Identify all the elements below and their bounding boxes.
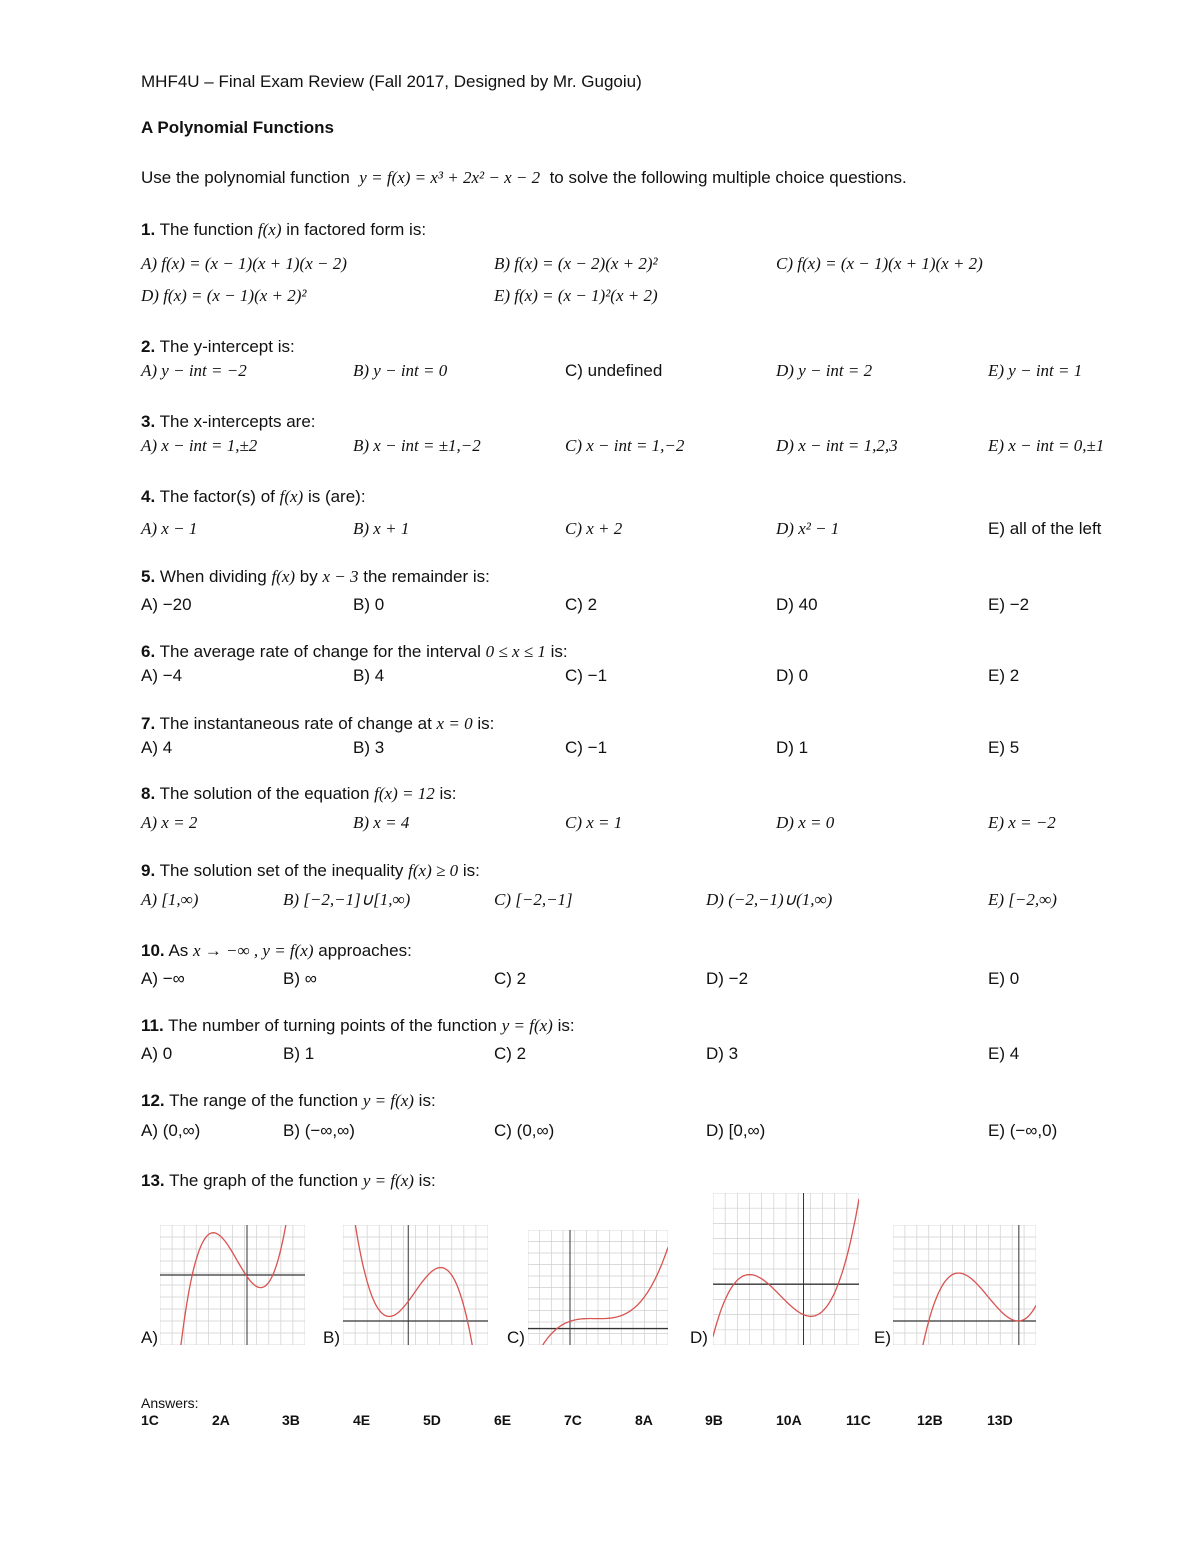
q3-option-d[interactable]: D) x − int = 1,2,3	[776, 436, 898, 455]
question-number: 3.	[141, 412, 156, 431]
answer-item: 4E	[353, 1412, 371, 1428]
question-number: 8.	[141, 784, 156, 803]
question-9-prompt	[141, 861, 480, 881]
q11-option-c[interactable]: C) 2	[494, 1044, 527, 1063]
question-6-prompt	[141, 642, 568, 662]
prompt-math: f(x) ≥ 0	[408, 861, 459, 880]
q2-option-c[interactable]: C) undefined	[565, 361, 663, 380]
q2-option-a[interactable]: A) y − int = −2	[141, 361, 247, 380]
graph-option-e[interactable]	[893, 1225, 1036, 1345]
q13-option-b-label[interactable]: B)	[323, 1328, 340, 1347]
q13-option-c-label[interactable]: C)	[507, 1328, 525, 1347]
q1-option-d[interactable]: D) f(x) = (x − 1)(x + 2)²	[141, 286, 307, 305]
page-title: MHF4U – Final Exam Review (Fall 2017, Designed by Mr. Gugoiu)	[141, 72, 642, 91]
prompt-math: x = 0	[436, 714, 473, 733]
q11-option-b[interactable]: B) 1	[283, 1044, 315, 1063]
answer-item: 1C	[141, 1412, 159, 1428]
prompt-text: The solution set of the inequality	[159, 861, 404, 880]
q3-option-b[interactable]: B) x − int = ±1,−2	[353, 436, 481, 455]
prompt-text: The factor(s) of	[159, 487, 275, 506]
q10-option-d[interactable]: D) −2	[706, 969, 749, 988]
prompt-text: The solution of the equation	[159, 784, 370, 803]
prompt-text: is (are):	[307, 487, 366, 506]
prompt-text: approaches:	[318, 941, 412, 960]
intro-expression: y = f(x) = x³ + 2x² − x − 2	[359, 168, 541, 187]
q9-option-e[interactable]: E) [−2,∞)	[988, 890, 1057, 909]
q11-option-a[interactable]: A) 0	[141, 1044, 173, 1063]
q4-option-a[interactable]: A) x − 1	[141, 519, 198, 538]
q4-option-d[interactable]: D) x² − 1	[776, 519, 840, 538]
prompt-text: is:	[550, 642, 568, 661]
answer-item: 9B	[705, 1412, 723, 1428]
q10-option-e[interactable]: E) 0	[988, 969, 1020, 988]
q5-option-d[interactable]: D) 40	[776, 595, 818, 614]
prompt-text: The range of the function	[169, 1091, 359, 1110]
q8-option-c[interactable]: C) x = 1	[565, 813, 623, 832]
q11-option-d[interactable]: D) 3	[706, 1044, 739, 1063]
q12-option-b[interactable]: B) (−∞,∞)	[283, 1121, 355, 1140]
prompt-text: As	[168, 941, 189, 960]
question-13-prompt	[141, 1171, 436, 1191]
q6-option-c[interactable]: C) −1	[565, 666, 608, 685]
answer-item: 5D	[423, 1412, 441, 1428]
q7-option-e[interactable]: E) 5	[988, 738, 1020, 757]
q12-option-a[interactable]: A) (0,∞)	[141, 1121, 201, 1140]
answer-item: 3B	[282, 1412, 300, 1428]
q10-option-a[interactable]: A) −∞	[141, 969, 185, 988]
prompt-math: x → −∞ , y = f(x)	[193, 941, 314, 960]
intro-before: Use the polynomial function	[141, 168, 350, 187]
prompt-text: The average rate of change for the interval	[159, 642, 481, 661]
question-number: 6.	[141, 642, 156, 661]
q5-option-e[interactable]: E) −2	[988, 595, 1030, 614]
prompt-math: y = f(x)	[501, 1016, 553, 1035]
question-number: 5.	[141, 567, 156, 586]
answer-item: 13D	[987, 1412, 1013, 1428]
intro-after: to solve the following multiple choice questions.	[549, 168, 907, 187]
question-number: 2.	[141, 337, 156, 356]
q4-option-e[interactable]: E) all of the left	[988, 519, 1102, 538]
q3-option-c[interactable]: C) x − int = 1,−2	[565, 436, 685, 455]
q6-option-d[interactable]: D) 0	[776, 666, 809, 685]
question-11-prompt	[141, 1016, 575, 1036]
prompt-math: y = f(x)	[362, 1091, 414, 1110]
prompt-math: f(x)	[271, 567, 296, 586]
question-number: 11.	[141, 1016, 164, 1035]
q1-option-a[interactable]: A) f(x) = (x − 1)(x + 1)(x − 2)	[141, 254, 347, 273]
question-5-prompt	[141, 567, 490, 587]
question-1-prompt	[141, 220, 426, 240]
prompt-text: the remainder is:	[363, 567, 490, 586]
graph-option-a[interactable]	[160, 1225, 305, 1345]
q4-option-b[interactable]: B) x + 1	[353, 519, 410, 538]
q13-option-e-label[interactable]: E)	[874, 1328, 891, 1347]
question-number: 9.	[141, 861, 156, 880]
q7-option-a[interactable]: A) 4	[141, 738, 173, 757]
q1-option-c[interactable]: C) f(x) = (x − 1)(x + 1)(x + 2)	[776, 254, 983, 273]
q10-option-b[interactable]: B) ∞	[283, 969, 317, 988]
q9-option-a[interactable]: A) [1,∞)	[141, 890, 199, 909]
answer-item: 11C	[846, 1412, 871, 1428]
graph-option-b[interactable]	[343, 1225, 488, 1345]
question-number: 12.	[141, 1091, 165, 1110]
q12-option-c[interactable]: C) (0,∞)	[494, 1121, 555, 1140]
q7-option-d[interactable]: D) 1	[776, 738, 809, 757]
prompt-text: The instantaneous rate of change at	[159, 714, 432, 733]
prompt-text: is:	[462, 861, 480, 880]
q8-option-d[interactable]: D) x = 0	[776, 813, 835, 832]
prompt-math: x − 3	[322, 567, 359, 586]
q13-option-d-label[interactable]: D)	[690, 1328, 708, 1347]
answer-item: 6E	[494, 1412, 512, 1428]
intro-text	[141, 168, 907, 188]
q8-option-b[interactable]: B) x = 4	[353, 813, 410, 832]
q6-option-a[interactable]: A) −4	[141, 666, 183, 685]
question-7-prompt	[141, 714, 494, 734]
q7-option-c[interactable]: C) −1	[565, 738, 608, 757]
graph-option-c[interactable]	[528, 1230, 668, 1345]
prompt-text: is:	[557, 1016, 575, 1035]
prompt-math: f(x)	[279, 487, 304, 506]
q2-option-b[interactable]: B) y − int = 0	[353, 361, 448, 380]
q4-option-c[interactable]: C) x + 2	[565, 519, 623, 538]
prompt-text: is:	[477, 714, 495, 733]
answer-item: 2A	[212, 1412, 230, 1428]
prompt-text: is:	[418, 1091, 436, 1110]
prompt-text: When dividing	[159, 567, 267, 586]
question-number: 1.	[141, 220, 156, 239]
answer-item: 7C	[564, 1412, 582, 1428]
answers-label: Answers:	[141, 1395, 199, 1411]
q8-option-a[interactable]: A) x = 2	[141, 813, 198, 832]
prompt-text: by	[299, 567, 318, 586]
section-heading: A Polynomial Functions	[141, 118, 334, 137]
q10-option-c[interactable]: C) 2	[494, 969, 527, 988]
question-3-prompt	[141, 412, 316, 432]
q5-option-b[interactable]: B) 0	[353, 595, 385, 614]
question-10-prompt	[141, 941, 412, 961]
prompt-text: The number of turning points of the function	[168, 1016, 497, 1035]
prompt-text: The x-intercepts are:	[159, 412, 316, 431]
q3-option-a[interactable]: A) x − int = 1,±2	[141, 436, 258, 455]
answer-item: 12B	[917, 1412, 943, 1428]
q9-option-d[interactable]: D) (−2,−1)∪(1,∞)	[706, 890, 833, 909]
q5-option-c[interactable]: C) 2	[565, 595, 598, 614]
question-number: 7.	[141, 714, 156, 733]
prompt-text: The y-intercept is:	[159, 337, 295, 356]
prompt-math: 0 ≤ x ≤ 1	[485, 642, 546, 661]
q1-option-b[interactable]: B) f(x) = (x − 2)(x + 2)²	[494, 254, 658, 273]
q5-option-a[interactable]: A) −20	[141, 595, 192, 614]
q9-option-b[interactable]: B) [−2,−1]∪[1,∞)	[283, 890, 411, 909]
prompt-math: f(x) = 12	[374, 784, 435, 803]
q12-option-e[interactable]: E) (−∞,0)	[988, 1121, 1058, 1140]
prompt-text: in factored form is:	[286, 220, 427, 239]
question-8-prompt	[141, 784, 456, 804]
question-12-prompt	[141, 1091, 436, 1111]
q11-option-e[interactable]: E) 4	[988, 1044, 1020, 1063]
q6-option-b[interactable]: B) 4	[353, 666, 385, 685]
q8-option-e[interactable]: E) x = −2	[988, 813, 1056, 832]
q13-option-a-label[interactable]: A)	[141, 1328, 158, 1347]
question-number: 10.	[141, 941, 165, 960]
answer-item: 8A	[635, 1412, 653, 1428]
q2-option-e[interactable]: E) y − int = 1	[988, 361, 1083, 380]
q7-option-b[interactable]: B) 3	[353, 738, 385, 757]
q3-option-e[interactable]: E) x − int = 0,±1	[988, 436, 1105, 455]
prompt-text: is:	[439, 784, 457, 803]
q6-option-e[interactable]: E) 2	[988, 666, 1020, 685]
question-2-prompt	[141, 337, 295, 357]
prompt-math: y = f(x)	[362, 1171, 414, 1190]
question-4-prompt	[141, 487, 366, 507]
answer-item: 10A	[776, 1412, 802, 1428]
question-number: 4.	[141, 487, 156, 506]
q12-option-d[interactable]: D) [0,∞)	[706, 1121, 766, 1140]
question-number: 13.	[141, 1171, 165, 1190]
q2-option-d[interactable]: D) y − int = 2	[776, 361, 873, 380]
prompt-text: The graph of the function	[169, 1171, 359, 1190]
prompt-text: The function	[159, 220, 254, 239]
prompt-math: f(x)	[257, 220, 282, 239]
prompt-text: is:	[418, 1171, 436, 1190]
graph-option-d[interactable]	[713, 1193, 859, 1345]
q1-option-e[interactable]: E) f(x) = (x − 1)²(x + 2)	[494, 286, 658, 305]
q9-option-c[interactable]: C) [−2,−1]	[494, 890, 573, 909]
